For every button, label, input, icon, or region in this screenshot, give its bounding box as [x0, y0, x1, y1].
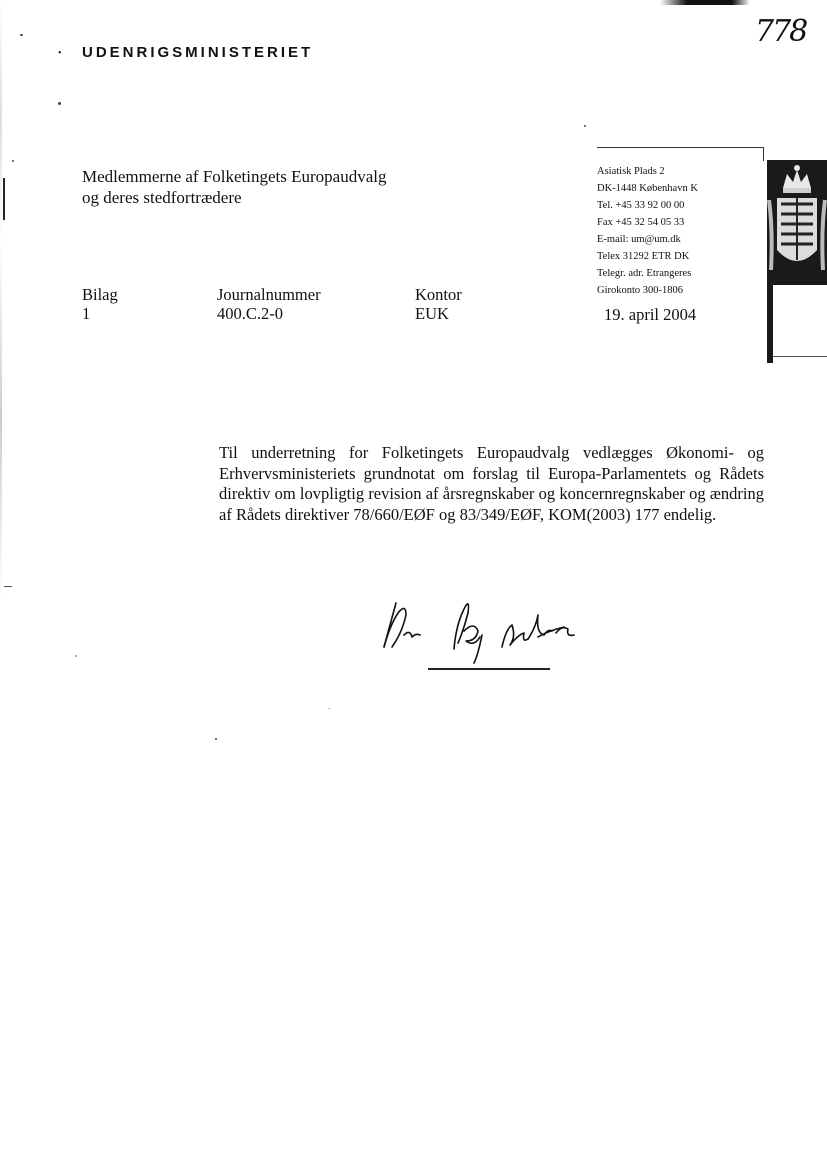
handwritten-page-number: 778	[755, 14, 807, 49]
scan-mark	[4, 586, 12, 587]
bilag-label: Bilag	[82, 285, 118, 304]
recipient-line: og deres stedfortrædere	[82, 188, 242, 207]
body-paragraph-block	[219, 443, 764, 525]
scan-speck	[12, 160, 14, 162]
scan-mark	[0, 0, 2, 600]
royal-crest-emblem	[767, 160, 827, 360]
ministry-name: UDENRIGSMINISTERIET	[82, 44, 314, 61]
scan-speck	[58, 102, 61, 105]
body-paragraph: Til underretning for Folketingets Europaudvalg vedlægges Økonomi- og Erhvervsministeriets grundnotat om forslag til Europa-Parlamentets og Rådets direktiv om lovpligtig revision af årsregnskaber og koncernregnskaber og ændring af Rådets direktiver 78/660/EØF og 83/349/EØF, KOM(2003) 177 endelig.	[219, 443, 764, 524]
journal-label: Journalnummer	[217, 285, 321, 304]
journal-value: 400.C.2-0	[217, 304, 283, 323]
kontor-label: Kontor	[415, 285, 462, 304]
scan-speck	[20, 34, 23, 36]
address-line: Fax +45 32 54 05 33	[597, 217, 685, 228]
letter-date: 19. april 2004	[604, 305, 697, 324]
scan-speck	[75, 655, 77, 657]
handwritten-signature	[378, 585, 588, 685]
scan-speck	[215, 738, 217, 740]
kontor-value: EUK	[415, 304, 449, 323]
address-line: Telex 31292 ETR DK	[597, 251, 690, 262]
address-block	[597, 163, 757, 299]
signature-underline	[428, 668, 550, 670]
bilag-value: 1	[82, 304, 91, 323]
address-line: Tel. +45 33 92 00 00	[597, 200, 685, 211]
address-line: DK-1448 København K	[597, 183, 698, 194]
scan-speck	[328, 708, 330, 709]
address-rule-vertical	[763, 147, 764, 161]
address-line: Asiatisk Plads 2	[597, 166, 665, 177]
scan-mark	[3, 178, 5, 220]
recipient-block	[82, 166, 387, 208]
address-line: Telegr. adr. Etrangeres	[597, 268, 692, 279]
address-line: Girokonto 300-1806	[597, 285, 684, 296]
address-line: E-mail: um@um.dk	[597, 234, 681, 245]
scan-speck	[584, 125, 586, 127]
bullet-dot: •	[58, 48, 62, 59]
address-rule	[597, 147, 763, 148]
scan-mark	[660, 0, 750, 5]
recipient-line: Medlemmerne af Folketingets Europaudvalg	[82, 167, 387, 186]
